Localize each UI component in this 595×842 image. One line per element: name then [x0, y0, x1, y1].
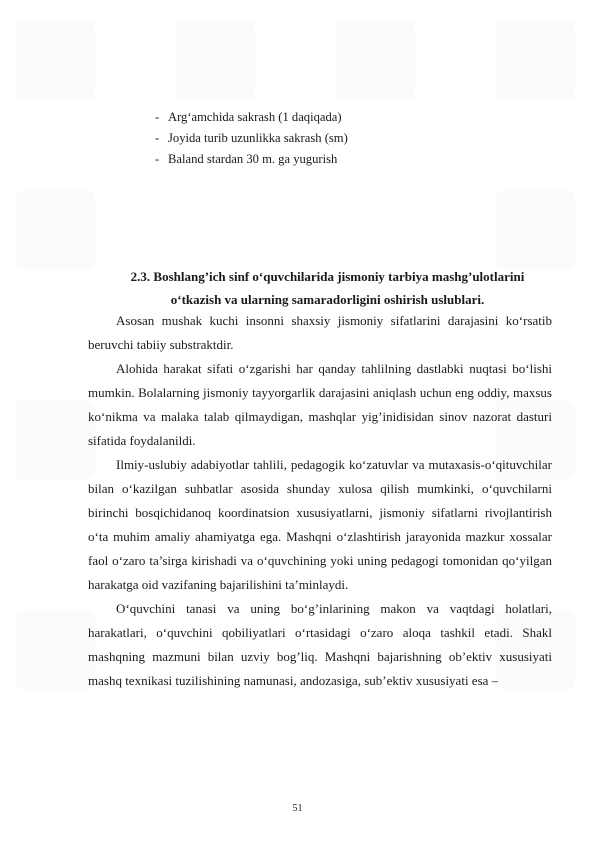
list-item-text: Arg‘amchida sakrash (1 daqiqada) — [168, 110, 342, 124]
watermark-logo — [495, 190, 575, 270]
paragraph: Alohida harakat sifati o‘zgarishi har qanday tahlilning dastlabki nuqtasi bo‘lishi mumkin. Bolalarning jismoniy tayyorgarlik darajasini aniqlash uchun eng oddiy, maxsus ko‘nikma va malaka talab qilmaydigan, mashqlar yig’inidisidan sinov nazorat dasturi sifatida foydalanildi. — [88, 361, 552, 448]
watermark-logo — [15, 610, 95, 690]
watermark-logo — [15, 400, 95, 480]
watermark-logo — [15, 20, 95, 100]
paragraph: Ilmiy-uslubiy adabiyotlar tahlili, pedagogik ko‘zatuvlar va mutaxasis-o‘qituvchilar bilan o‘kazilgan suhbatlar asosida shunday xulosa qilish mumkinki, o‘quvchilarni birinchi bosqichidanoq koordinatsion xususiyatlarni, jismoniy sifatlarni rivojlantirish o‘ta muhim amaliy ahamiyatga ega. Mashqni o‘zlashtirish jarayonida mazkur xossalar faol o‘zaro ta’sirga kirishadi va o‘quvchining yoki uning pedagogi tomonidan qo‘yilgan harakatga oid vazifaning bajarilishini ta’minlaydi. — [88, 457, 552, 592]
list-item-text: Joyida turib uzunlikka sakrash (sm) — [168, 131, 348, 145]
list-item — [155, 149, 348, 170]
body-text — [88, 309, 552, 693]
paragraph: O‘quvchini tanasi va uning bo‘g’inlarining makon va vaqtdagi holatlari, harakatlari, o‘quvchini qobiliyatlari o‘rtasidagi o‘zaro aloqa tashkil etadi. Shakl mashqning mazmuni bilan uzviy bog’liq. Mashqni bajarishning ob’ektiv xususiyati mashq texnikasi tuzilishining namunasi, andozasiga, sub’ektiv xususiyati esa – — [88, 601, 552, 688]
test-list — [155, 107, 348, 170]
paragraph: Asosan mushak kuchi insonni shaxsiy jismoniy sifatlarini darajasini ko‘rsatib beruvchi tabiiy substraktdir. — [88, 313, 552, 352]
section-heading-line: o‘tkazish va ularning samaradorligini oshirish uslublari. — [170, 292, 485, 307]
list-item — [155, 128, 348, 149]
page-number: 51 — [292, 803, 303, 814]
list-item — [155, 107, 348, 128]
section-heading — [60, 265, 595, 311]
list-dash: - — [155, 131, 160, 145]
watermark-logo — [335, 20, 415, 100]
list-item-text: Baland stardan 30 m. ga yugurish — [168, 152, 338, 166]
watermark-logo — [15, 190, 95, 270]
list-dash: - — [155, 152, 160, 166]
list-dash: - — [155, 110, 160, 124]
section-heading-line: 2.3. Boshlang’ich sinf o‘quvchilarida jismoniy tarbiya mashg’ulotlarini — [130, 269, 525, 284]
watermark-logo — [175, 20, 255, 100]
watermark-logo — [495, 20, 575, 100]
